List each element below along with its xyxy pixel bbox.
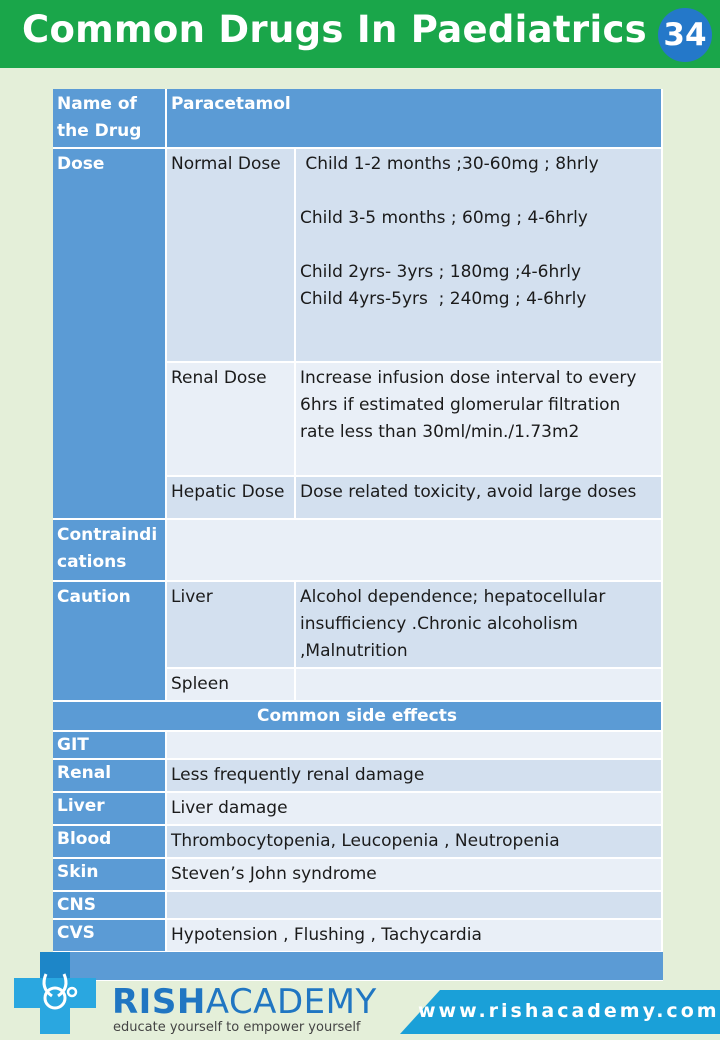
side-effect-value: Thrombocytopenia, Leucopenia , Neutropenia	[167, 826, 663, 859]
page-number-badge: 34	[658, 8, 712, 62]
brand-tagline: educate yourself to empower yourself	[113, 1020, 361, 1035]
dose-label: Dose	[53, 149, 167, 520]
renal-dose-label: Renal Dose	[167, 363, 296, 477]
side-effect-label: Skin	[53, 859, 167, 892]
dose-line: Child 3-5 months ; 60mg ; 4-6hrly	[300, 208, 588, 228]
contraindications-value	[167, 520, 663, 582]
drug-name-value: Paracetamol	[167, 89, 663, 149]
side-effect-value: Less frequently renal damage	[167, 760, 663, 793]
drug-table	[53, 89, 663, 981]
hepatic-dose-value: Dose related toxicity, avoid large doses	[296, 477, 663, 520]
side-effect-value	[167, 732, 663, 760]
rish-academy-logo-icon	[10, 948, 100, 1038]
caution-label: Caution	[53, 582, 167, 702]
dose-line: Child 2yrs- 3yrs ; 180mg ;4-6hrly	[300, 262, 582, 282]
renal-dose-value: Increase infusion dose interval to every 6hrs if estimated glomerular filtration rate less than 30ml/min./1.73m2	[296, 363, 663, 477]
caution-liver-label: Liver	[167, 582, 296, 669]
side-effect-label: CVS	[53, 920, 167, 953]
side-effect-label: Renal	[53, 760, 167, 793]
caution-spleen-value	[296, 669, 663, 702]
page-title: Common Drugs In Paediatrics	[22, 8, 647, 51]
header-bar	[0, 0, 720, 68]
caution-liver-value: Alcohol dependence; hepatocellular insufficiency .Chronic alcoholism ,Malnutrition	[296, 582, 663, 669]
side-effect-label: Liver	[53, 793, 167, 826]
contraindications-label: Contraindications	[53, 520, 167, 582]
drug-name-label: Name of the Drug	[53, 89, 167, 149]
caution-spleen-label: Spleen	[167, 669, 296, 702]
dose-line: Child 1-2 months ;30-60mg ; 8hrly	[300, 154, 599, 174]
side-effect-label: CNS	[53, 892, 167, 920]
side-effect-label: GIT	[53, 732, 167, 760]
normal-dose-label: Normal Dose	[167, 149, 296, 363]
brand-academy: ACADEMY	[205, 982, 377, 1022]
side-effects-title: Common side effects	[53, 702, 663, 732]
normal-dose-value	[296, 149, 663, 363]
website-url[interactable]: www.rishacademy.com	[418, 1000, 720, 1022]
side-effect-label: Blood	[53, 826, 167, 859]
side-effect-value: Liver damage	[167, 793, 663, 826]
brand-rish: RISH	[112, 982, 206, 1022]
table-bottom-bar	[53, 952, 663, 980]
side-effect-value	[167, 892, 663, 920]
side-effect-value: Steven’s John syndrome	[167, 859, 663, 892]
brand-name	[112, 982, 377, 1022]
hepatic-dose-label: Hepatic Dose	[167, 477, 296, 520]
side-effect-value: Hypotension , Flushing , Tachycardia	[167, 920, 663, 953]
dose-line: Child 4yrs-5yrs ; 240mg ; 4-6hrly	[300, 289, 587, 309]
